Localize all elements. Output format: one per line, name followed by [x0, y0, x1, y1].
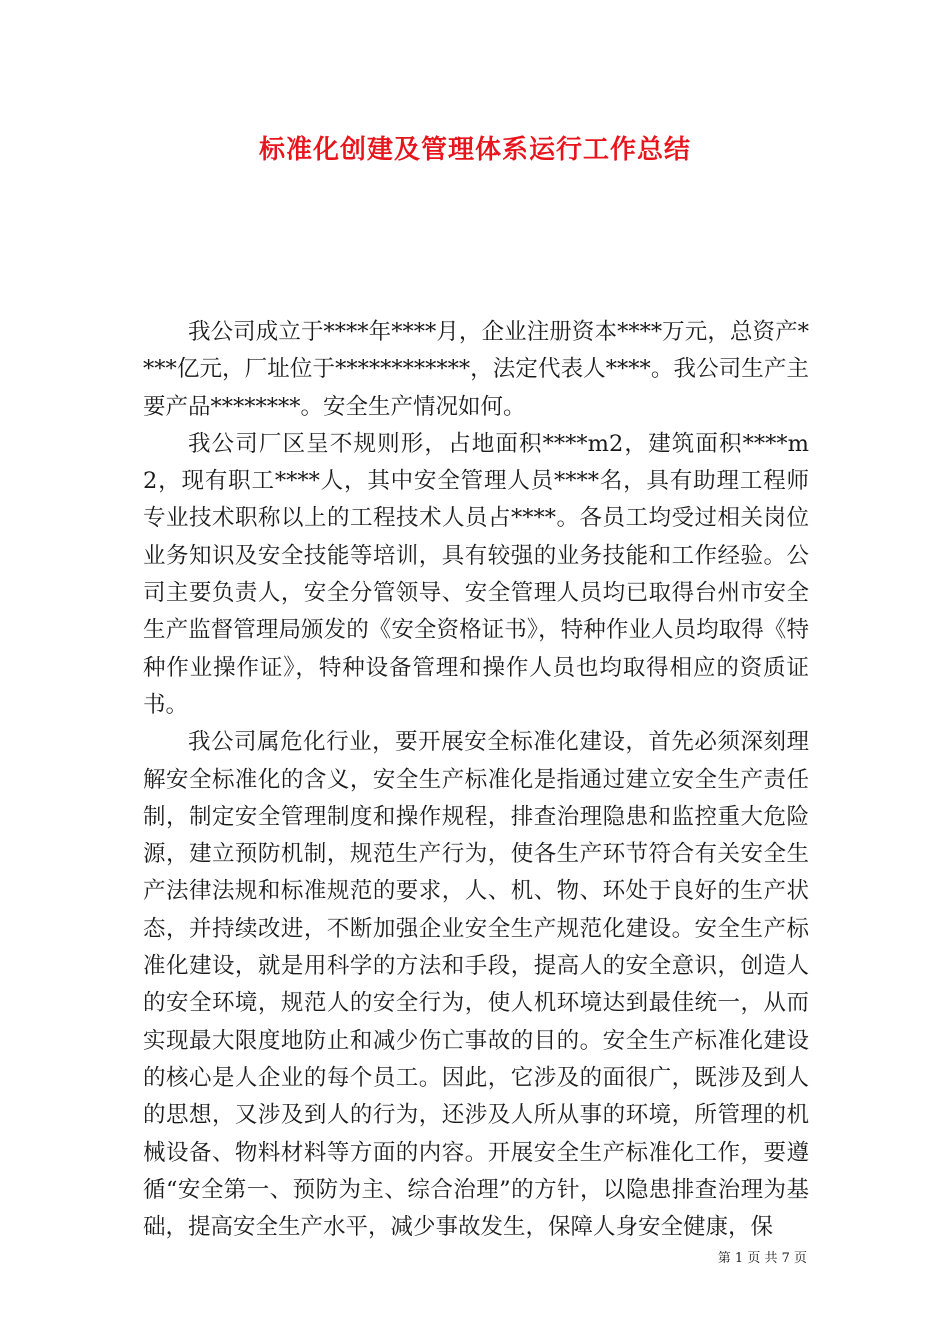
document-body — [143, 314, 809, 1246]
paragraph-staff-info: 我公司厂区呈不规则形，占地面积****m2，建筑面积****m2，现有职工****人，其中安全管理人员****名，具有助理工程师专业技术职称以上的工程技术人员占****。各员工均受过相关岗位业务知识及安全技能等培训，具有较强的业务技能和工作经验。公司主要负责人，安全分管领导、安全管理人员均已取得台州市安全生产监督管理局颁发的《安全资格证书》，特种作业人员均取得《特种作业操作证》，特种设备管理和操作人员也均取得相应的资质证书。 — [143, 430, 809, 718]
paragraph-company-intro: 我公司成立于****年****月，企业注册资本****万元，总资产****亿元，厂址位于************，法定代表人****。我公司生产主要产品********。安全生产情况如何。 — [143, 319, 809, 420]
paragraph-standardization: 我公司属危化行业，要开展安全标准化建设，首先必须深刻理解安全标准化的含义，安全生产标准化是指通过建立安全生产责任制，制定安全管理制度和操作规程，排查治理隐患和监控重大危险源，建立预防机制，规范生产行为，使各生产环节符合有关安全生产法律法规和标准规范的要求，人、机、物、环处于良好的生产状态，并持续改进，不断加强企业安全生产规范化建设。安全生产标准化建设，就是用科学的方法和手段，提高人的安全意识，创造人的安全环境，规范人的安全行为，使人机环境达到最佳统一，从而实现最大限度地防止和减少伤亡事故的目的。安全生产标准化建设的核心是人企业的每个员工。因此，它涉及的面很广，既涉及到人的思想，又涉及到人的行为，还涉及人所从事的环境，所管理的机械设备、物料材料等方面的内容。开展安全生产标准化工作，要遵循“安全第一、预防为主、综合治理”的方针，以隐患排查治理为基础，提高安全生产水平，减少事故发生，保障人身安全健康，保 — [143, 729, 809, 1241]
page-indicator: 第 1 页 共 7 页 — [717, 1251, 807, 1266]
document-title: 标准化创建及管理体系运行工作总结 — [258, 135, 691, 165]
